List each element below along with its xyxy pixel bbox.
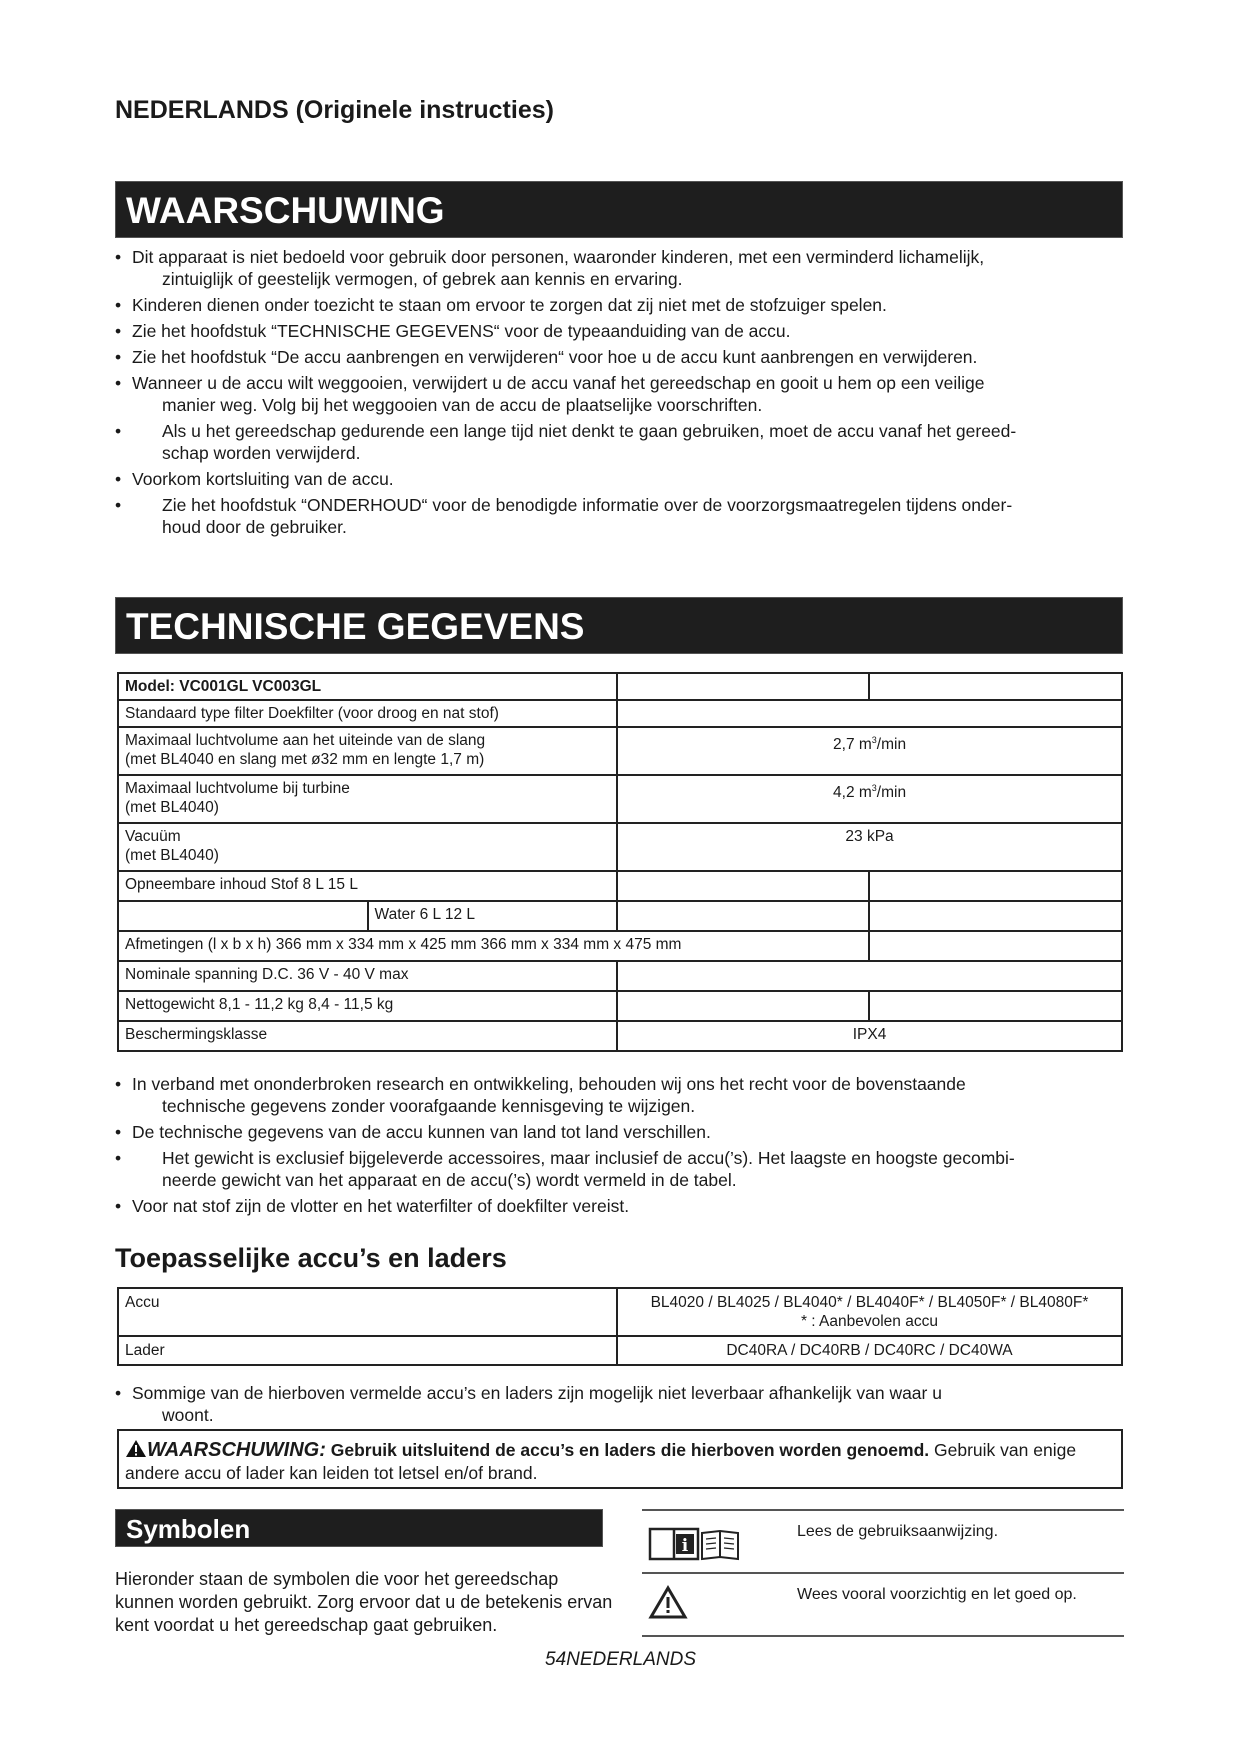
battery-value: BL4020 / BL4025 / BL4040* / BL4040F* / BL4050F* / BL4080F* * : Aanbevolen accu xyxy=(617,1288,1122,1336)
vacuum-label: Vacuüm (met BL4040) xyxy=(118,823,617,871)
charger-label: Lader xyxy=(118,1336,617,1365)
accessories-heading: Toepasselijke accu’s en laders xyxy=(115,1243,507,1273)
read-manual-icon xyxy=(648,1521,748,1568)
symbols-table xyxy=(642,1509,1124,1637)
table-row xyxy=(118,1288,1122,1336)
symbols-intro: Hieronder staan de symbolen die voor het gereedschap kunnen worden gebruikt. Zorg ervoor dat u de betekenis ervan kent voordat u het gereedschap gaat gebruiken. xyxy=(115,1569,613,1635)
warning-triangle-icon xyxy=(125,1439,147,1458)
warning-list xyxy=(115,246,1125,542)
specs-notes xyxy=(115,1073,1125,1221)
list-item: • Als u het gereedschap gedurende een lange tijd niet denkt te gaan gebruiken, moet de accu vanaf het gereed- schap worden verwijderd. xyxy=(115,421,1017,463)
table-row xyxy=(118,871,1122,901)
charger-value: DC40RA / DC40RB / DC40RC / DC40WA xyxy=(617,1336,1122,1365)
model-label: Model: VC001GL VC003GL xyxy=(118,673,617,700)
list-item: • Voor nat stof zijn de vlotter en het waterfilter of doekfilter vereist. xyxy=(115,1196,630,1216)
list-item: • Zie het hoofdstuk “TECHNISCHE GEGEVENS“ voor de typeaanduiding van de accu. xyxy=(115,321,791,341)
symbol-description: Lees de gebruiksaanwijzing. xyxy=(797,1523,999,1540)
list-item: • Voorkom kortsluiting van de accu. xyxy=(115,469,394,489)
svg-text:i: i xyxy=(681,1536,689,1556)
accessories-table xyxy=(117,1287,1123,1366)
accessories-notes xyxy=(115,1382,1125,1430)
table-row xyxy=(118,901,1122,931)
table-row xyxy=(118,931,1122,961)
battery-label: Accu xyxy=(118,1288,617,1336)
list-item: • Sommige van de hierboven vermelde accu’s en laders zijn mogelijk niet leverbaar afhankelijk van waar u woont. xyxy=(115,1383,942,1425)
warning-triangle-icon xyxy=(648,1584,688,1625)
page-footer: 54NEDERLANDS xyxy=(545,1649,696,1670)
weight: Nettogewicht 8,1 - 11,2 kg 8,4 - 11,5 kg xyxy=(118,991,617,1021)
protection-label: Beschermingsklasse xyxy=(118,1021,617,1051)
symbols-banner: Symbolen xyxy=(115,1509,603,1547)
filter-row: Standaard type filter Doekfilter (voor droog en nat stof) xyxy=(118,700,617,727)
airflow-turbine-value: 4,2 $m^3/\min$ xyxy=(617,775,1122,823)
capacity-water: Water 6 L 12 L xyxy=(368,901,618,931)
list-item: • Zie het hoofdstuk “ONDERHOUD“ voor de benodigde informatie over de voorzorgsmaatregelen tijdens onder- houd door de gebruiker. xyxy=(115,495,1013,537)
list-item: • Het gewicht is exclusief bijgeleverde accessoires, maar inclusief de accu(’s). Het laagste en hoogste gecombi- neerde gewicht van het apparaat en de accu(’s) wordt vermeld in de tabel. xyxy=(115,1148,1015,1190)
table-row xyxy=(118,991,1122,1021)
voltage: Nominale spanning D.C. 36 V - 40 V max xyxy=(118,961,617,991)
table-row xyxy=(118,775,1122,823)
symbol-row xyxy=(642,1572,1124,1637)
list-item: • De technische gegevens van de accu kunnen van land tot land verschillen. xyxy=(115,1122,711,1142)
capacity-dust: Opneembare inhoud Stof 8 L 15 L xyxy=(118,871,617,901)
list-item: • In verband met ononderbroken research en ontwikkeling, behouden wij ons het recht voor de bovenstaande technische gegevens zonder voorafgaande kennisgeving te wijzigen. xyxy=(115,1074,966,1116)
specs-banner: TECHNISCHE GEGEVENS xyxy=(115,597,1123,654)
list-item: • Kinderen dienen onder toezicht te staan om ervoor te zorgen dat zij niet met de stofzuiger spelen. xyxy=(115,295,887,315)
table-row xyxy=(118,961,1122,991)
page-language-title: NEDERLANDS (Originele instructies) xyxy=(115,96,554,124)
table-row xyxy=(118,1021,1122,1051)
airflow-turbine-label: Maximaal luchtvolume bij turbine (met BL4040) xyxy=(118,775,617,823)
airflow-hose-value: 2,7 $m^3/\min$ xyxy=(617,727,1122,775)
battery-warning-box: WAARSCHUWING: Gebruik uitsluitend de accu’s en laders die hierboven worden genoemd. Gebruik van enige andere accu of lader kan leiden tot letsel en/of brand. xyxy=(117,1429,1123,1489)
list-item: • Dit apparaat is niet bedoeld voor gebruik door personen, waaronder kinderen, met een verminderd lichamelijk, zintuiglijk of geestelijk vermogen, of gebrek aan kennis en ervaring. xyxy=(115,247,985,289)
protection-value: IPX4 xyxy=(617,1021,1122,1051)
list-item: • Zie het hoofdstuk “De accu aanbrengen en verwijderen“ voor hoe u de accu kunt aanbrengen en verwijderen. xyxy=(115,347,978,367)
table-row xyxy=(118,727,1122,775)
specs-table xyxy=(117,672,1123,1052)
dimensions: Afmetingen (l x b x h) 366 mm x 334 mm x 425 mm 366 mm x 334 mm x 475 mm xyxy=(118,931,869,961)
airflow-hose-label: Maximaal luchtvolume aan het uiteinde van de slang (met BL4040 en slang met ø32 mm en lengte 1,7 m) xyxy=(118,727,617,775)
table-row xyxy=(118,700,1122,727)
warning-banner: WAARSCHUWING xyxy=(115,181,1123,238)
symbol-description: Wees vooral voorzichtig en let goed op. xyxy=(797,1586,1077,1603)
vacuum-value: 23 kPa xyxy=(617,823,1122,871)
table-row xyxy=(118,673,1122,700)
list-item: • Wanneer u de accu wilt weggooien, verwijdert u de accu vanaf het gereedschap en gooit u hem op een veilige manier weg. Volg bij het weggooien van de accu de plaatselijke voorschriften. xyxy=(115,373,985,415)
table-row xyxy=(118,1336,1122,1365)
symbol-row xyxy=(642,1509,1124,1572)
table-row xyxy=(118,823,1122,871)
